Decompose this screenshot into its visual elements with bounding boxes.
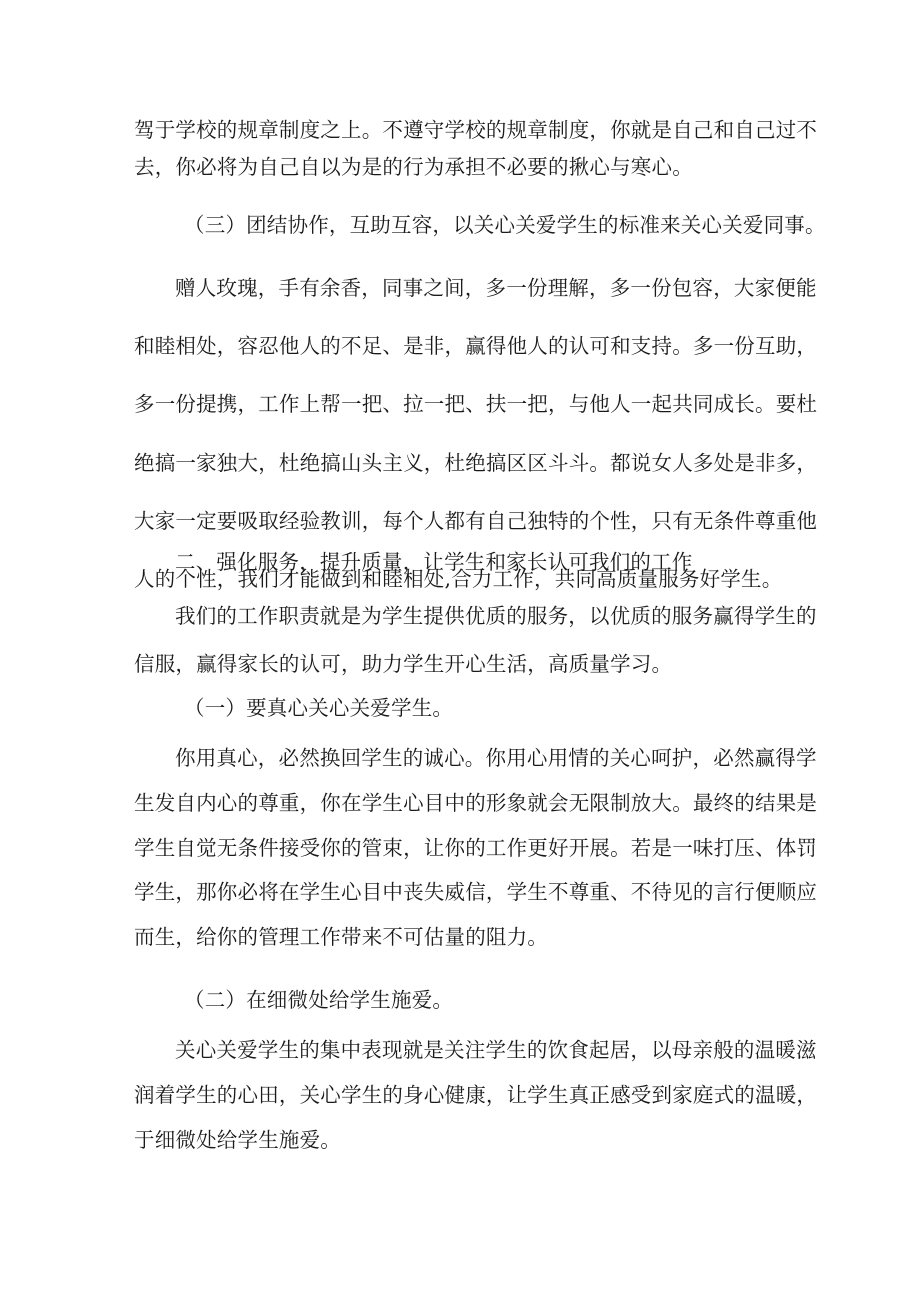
- text-line: 于细微处给学生施爱。: [134, 1127, 341, 1152]
- text-line: 多一份提携，工作上帮一把、拉一把、扶一把，与他人一起共同成长。要杜: [134, 392, 818, 417]
- text-line: 去，你必将为自己自以为是的行为承担不必要的揪心与寒心。: [134, 154, 693, 179]
- subheading-text: （二）在细微处给学生施爱。: [184, 988, 454, 1012]
- text-line: 信服，赢得家长的认可，助力学生开心生活，高质量学习。: [134, 651, 673, 676]
- subheading-one: [184, 690, 804, 727]
- text-line: 而生，给你的管理工作带来不可估量的阻力。: [134, 925, 548, 950]
- section-heading-text: 二、强化服务，提升质量，让学生和家长认可我们的工作: [175, 550, 693, 574]
- paragraph-duty: [134, 598, 817, 683]
- subheading-text: （一）要真心关心关爱学生。: [184, 696, 454, 720]
- text-line: 人的个性，我们才能做到和睦相处,合力工作，共同高质量服务好学生。: [134, 566, 783, 591]
- subheading-two: [184, 982, 804, 1019]
- paragraph-sincerity: [134, 740, 818, 956]
- text-line: 润着学生的心田，关心学生的身心健康，让学生真正感受到家庭式的温暖，: [134, 1082, 818, 1107]
- paragraph-care: [134, 1032, 818, 1158]
- text-line: 和睦相处，容忍他人的不足、是非，赢得他人的认可和支持。多一份互助，: [134, 334, 818, 359]
- paragraph-continuation: [134, 112, 818, 186]
- text-line: 生发自内心的尊重，你在学生心目中的形象就会无限制放大。最终的结果是: [134, 790, 818, 815]
- text-line: 关心关爱学生的集中表现就是关注学生的饮食起居，以母亲般的温暖滋: [175, 1038, 817, 1062]
- text-line: 驾于学校的规章制度之上。不遵守学校的规章制度，你就是自己和自己过不: [134, 118, 818, 142]
- text-line: 赠人玫瑰，手有余香，同事之间，多一份理解，多一份包容，大家便能: [175, 276, 817, 300]
- text-line: 绝搞一家独大，杜绝搞山头主义，杜绝搞区区斗斗。都说女人多处是非多，: [134, 450, 818, 475]
- subheading-three: [184, 207, 826, 244]
- subheading-text: （三）团结协作，互助互容，以关心关爱学生的标准来关心关爱同事。: [184, 213, 826, 237]
- text-line: 你用真心，必然换回学生的诚心。你用心用情的关心呵护，必然赢得学: [175, 746, 817, 770]
- text-line: 学生自觉无条件接受你的管束，让你的工作更好开展。若是一味打压、体罚: [134, 835, 818, 860]
- text-line: 我们的工作职责就是为学生提供优质的服务，以优质的服务赢得学生的: [175, 604, 817, 628]
- text-line: 学生，那你必将在学生心目中丧失威信，学生不尊重、不待见的言行便顺应: [134, 880, 818, 905]
- text-line: 大家一定要吸取经验教训，每个人都有自己独特的个性，只有无条件尊重他: [134, 508, 818, 533]
- section-heading-two: [175, 544, 795, 581]
